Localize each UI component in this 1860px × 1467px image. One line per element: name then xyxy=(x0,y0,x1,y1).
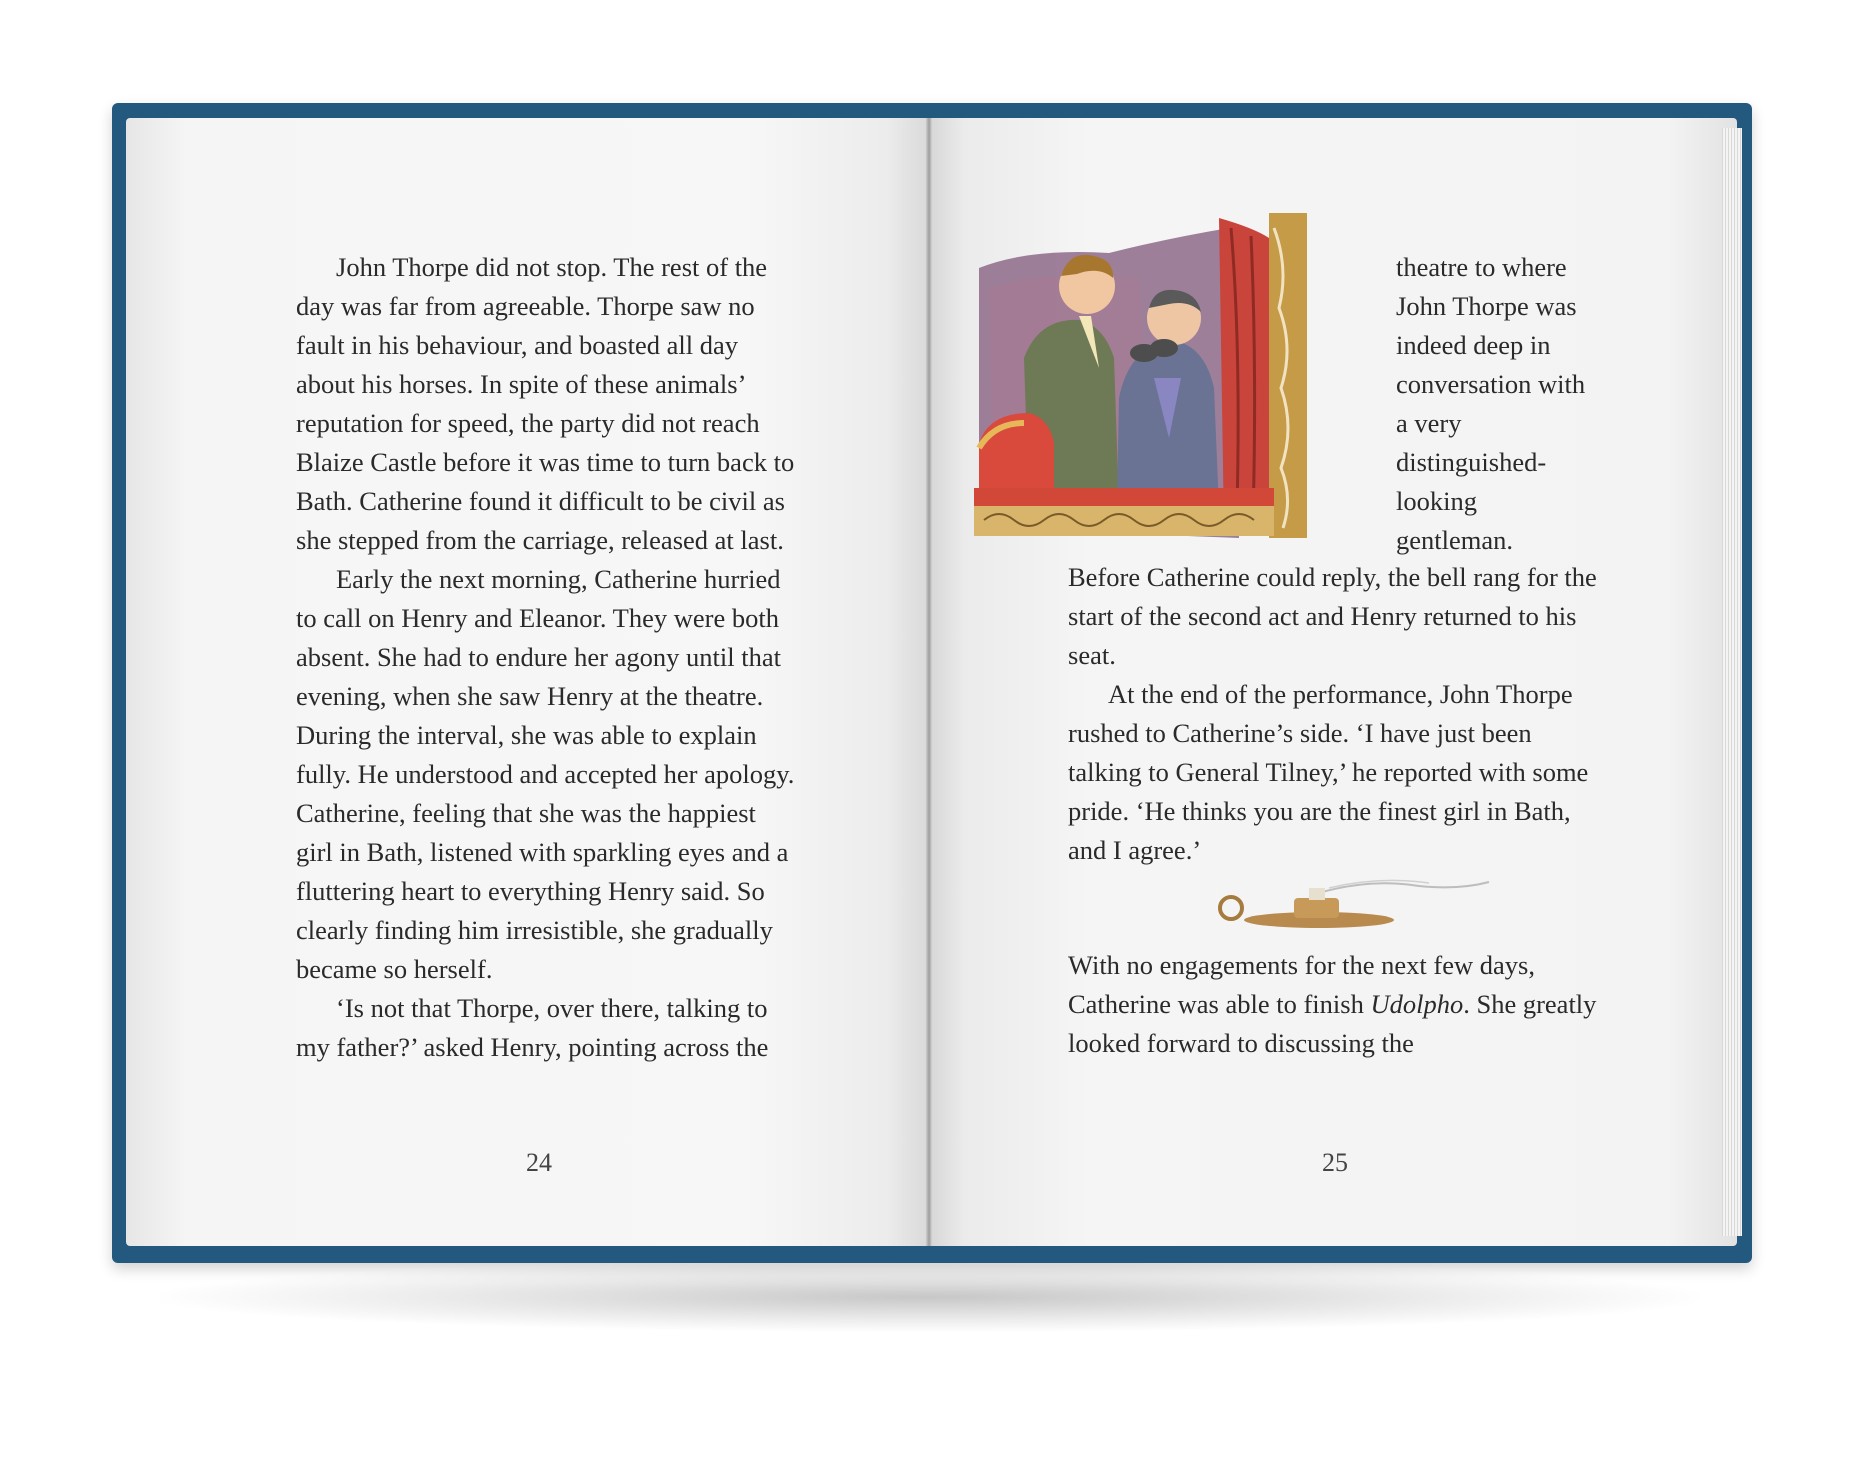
right-page-closing-text xyxy=(1068,946,1608,1063)
book-title-udolpho: Udolpho xyxy=(1370,989,1464,1019)
closing-text-start: With no engagements for the next few days, Catherine was able to finish xyxy=(1068,950,1535,1019)
right-paragraph-2: At the end of the performance, John Thorpe rushed to Catherine’s side. ‘I have just been talking to General Tilney,’ he reported with some pride. ‘He thinks you are the finest girl in Bath, and I agree.’ xyxy=(1068,679,1589,865)
text-beside-illustration: theatre to where John Thorpe was indeed deep in conversation with a very distinguished-looking gentleman. xyxy=(1396,252,1586,555)
left-paragraph-3: ‘Is not that Thorpe, over there, talking to my father?’ asked Henry, pointing across the xyxy=(296,993,769,1062)
right-page xyxy=(929,118,1737,1246)
page-number-left: 24 xyxy=(526,1148,552,1177)
closing-text-end: . She greatly looked forward to discussing the xyxy=(1068,989,1597,1058)
candle-holder-icon xyxy=(1199,868,1499,938)
book-shadow xyxy=(160,1262,1700,1332)
page-edges xyxy=(1722,128,1742,1236)
left-paragraph-2: Early the next morning, Catherine hurried to call on Henry and Eleanor. They were both absent. She had to endure her agony until that evening, when she saw Henry at the theatre. During the interval, she was able to explain fully. He understood and accepted her apology. Catherine, feeling that she was the happiest girl in Bath, listened with sparkling eyes and a fluttering heart to everything Henry said. So clearly finding him irresistible, she gradually became so herself. xyxy=(296,564,795,984)
left-page-text xyxy=(296,248,796,1067)
left-paragraph-1: John Thorpe did not stop. The rest of the day was far from agreeable. Thorpe saw no fault in his behaviour, and boasted all day about his horses. In spite of these animals’ reputation for speed, the party did not reach Blaize Castle before it was time to turn back to Bath. Catherine found it difficult to be civil as she stepped from the carriage, released at last. xyxy=(296,252,795,555)
right-paragraph-1: Before Catherine could reply, the bell rang for the start of the second act and Henry returned to his seat. xyxy=(1068,562,1597,670)
right-page-text xyxy=(1068,558,1608,870)
theatre-illustration xyxy=(969,208,1389,548)
book-spine xyxy=(926,118,932,1246)
left-page xyxy=(126,118,929,1246)
right-paragraph-3 xyxy=(1068,946,1608,1063)
page-number-right: 25 xyxy=(1322,1148,1348,1177)
